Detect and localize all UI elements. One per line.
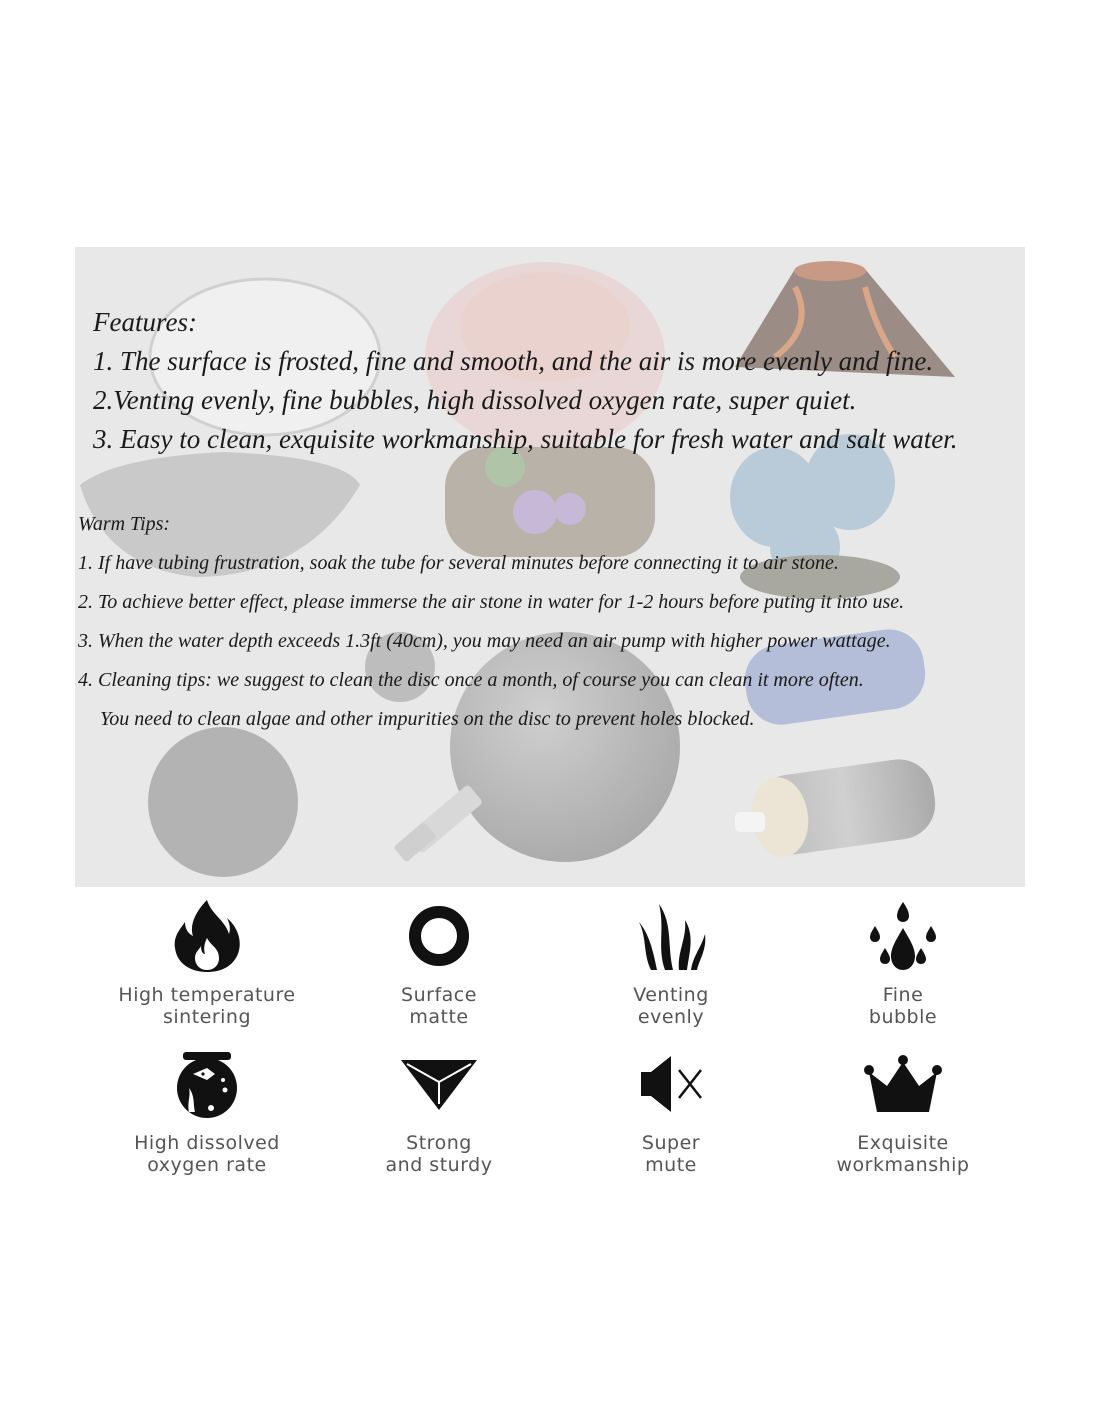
- speaker-mute-icon: [631, 1046, 711, 1122]
- flame-icon: [167, 898, 247, 974]
- flat-round-stone: [148, 727, 298, 877]
- fishbowl-icon: [167, 1046, 247, 1122]
- badge-label: Fine bubble: [868, 984, 938, 1028]
- badge-super-mute: [555, 1046, 787, 1176]
- tip-item-3: 3. When the water depth exceeds 1.3ft (40cm), you may need an air pump with higher power wattage.: [78, 630, 891, 652]
- badge-strong-sturdy: [323, 1046, 555, 1176]
- features-heading: Features:: [93, 307, 197, 337]
- tips-heading: Warm Tips:: [78, 513, 171, 535]
- ring-icon: [399, 898, 479, 974]
- badge-label: Surface matte: [401, 984, 477, 1028]
- badge-venting-evenly: [555, 898, 787, 1028]
- feature-item-2: 2.Venting evenly, fine bubbles, high dissolved oxygen rate, super quiet.: [93, 385, 857, 415]
- crown-icon: [863, 1046, 943, 1122]
- tip-item-2: 2. To achieve better effect, please immerse the air stone in water for 1-2 hours before puting it into use.: [78, 591, 905, 613]
- tip-item-4-continued: You need to clean algae and other impurities on the disc to prevent holes blocked.: [100, 708, 755, 730]
- badge-high-temperature: [91, 898, 323, 1028]
- badge-label: Strong and sturdy: [385, 1132, 493, 1176]
- badge-label: Super mute: [641, 1132, 701, 1176]
- feature-item-3: 3. Easy to clean, exquisite workmanship, suitable for fresh water and salt water.: [93, 424, 958, 454]
- badge-fine-bubble: [787, 898, 1019, 1028]
- badge-label: Venting evenly: [633, 984, 709, 1028]
- badge-label: Exquisite workmanship: [836, 1132, 970, 1176]
- badge-label: High dissolved oxygen rate: [134, 1132, 280, 1176]
- tip-item-4: 4. Cleaning tips: we suggest to clean the disc once a month, of course you can clean it more often.: [78, 669, 864, 691]
- badge-high-dissolved-oxygen: [91, 1046, 323, 1176]
- feature-item-1: 1. The surface is frosted, fine and smooth, and the air is more evenly and fine.: [93, 346, 934, 376]
- seaweed-icon: [631, 898, 711, 974]
- water-drops-icon: [863, 898, 943, 974]
- large-ball-stone: [450, 632, 680, 862]
- badge-label: High temperature sintering: [118, 984, 296, 1028]
- triangle-icon: [399, 1046, 479, 1122]
- product-panel: [75, 247, 1025, 887]
- badge-surface-matte: [323, 898, 555, 1028]
- tip-item-1: 1. If have tubing frustration, soak the tube for several minutes before connecting it to air stone.: [78, 552, 839, 574]
- badge-exquisite-workmanship: [787, 1046, 1019, 1176]
